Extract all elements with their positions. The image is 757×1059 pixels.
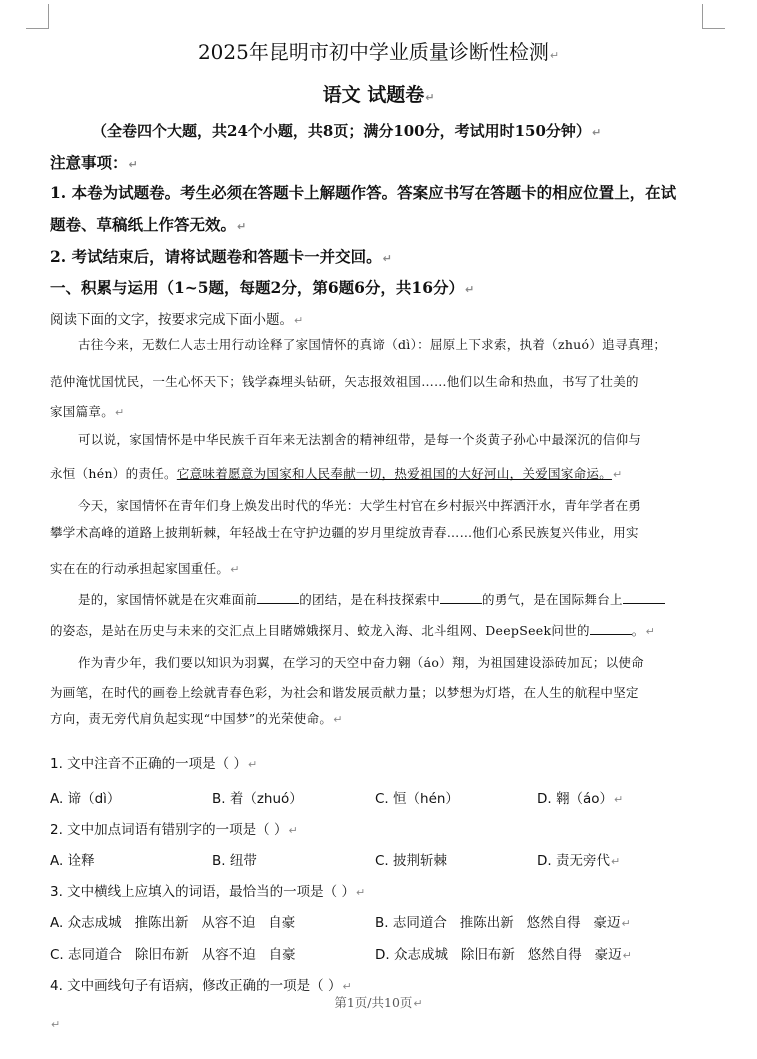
question-3-stem: 3. 文中横线上应填入的词语，最恰当的一项是（ ）↵ [50, 884, 366, 900]
passage-p3-line-3: 实在在的行动承担起家国重任。↵ [50, 561, 240, 576]
fill-blank-1 [257, 591, 299, 604]
question-3-option-a: A. 众志成城 推陈出新 从容不迫 自豪 [50, 915, 296, 931]
question-1-stem: 1. 文中注音不正确的一项是（ ）↵ [50, 756, 258, 772]
notice-item-1-line-1: 1. 本卷为试题卷。考生必须在答题卡上解题作答。答案应书写在答题卡的相应位置上，在试 [50, 183, 677, 202]
passage-p1-line-3: 家国篇章。↵ [50, 404, 125, 419]
question-2-option-d: D. 责无旁代↵ [537, 853, 621, 869]
exam-info: （全卷四个大题，共24个小题，共8页；满分100分，考试用时150分钟）↵ [92, 122, 602, 140]
question-2-stem: 2. 文中加点词语有错别字的一项是（ ）↵ [50, 822, 298, 838]
passage-p5-line-2: 为画笔，在时代的画卷上绘就青春色彩，为社会和谐发展贡献力量；以梦想为灯塔，在人生的航程中坚定 [50, 685, 639, 700]
notice-item-1-line-2: 题卷、草稿纸上作答无效。↵ [50, 215, 247, 234]
question-2-option-c: C. 披荆斩棘 [375, 853, 448, 869]
question-1-option-a: A. 谛（dì） [50, 791, 121, 807]
passage-p3-line-2: 攀学术高峰的道路上披荆斩棘，年轻战士在守护边疆的岁月里绽放青春……他们心系民族复兴伟业，用实 [50, 525, 639, 540]
question-2-option-b: B. 纽带 [212, 853, 257, 869]
fill-blank-2 [440, 591, 482, 604]
crop-mark-top-right [702, 4, 725, 29]
question-1-option-d: D. 翱（áo）↵ [537, 791, 624, 807]
question-1-option-b: B. 着（zhuó） [212, 791, 303, 807]
fill-blank-4 [590, 622, 632, 635]
passage-p2-line-1: 可以说，家国情怀是中华民族千百年来无法割舍的精神纽带，是每一个炎黄子孙心中最深沉的信仰与 [78, 432, 642, 447]
exam-subtitle: 语文 试题卷↵ [322, 84, 435, 106]
passage-p5-line-3: 方向，责无旁代肩负起实现“中国梦”的光荣使命。↵ [50, 711, 343, 726]
fill-blank-3 [623, 591, 665, 604]
question-4-stem: 4. 文中画线句子有语病，修改正确的一项是（ ）↵ [50, 978, 352, 994]
passage-p2-line-2: 永恒（hén）的责任。它意味着愿意为国家和人民奉献一切，热爱祖国的大好河山，关爱国家命运。↵ [50, 466, 623, 481]
passage-p4-line-2: 的姿态，是站在历史与未来的交汇点上目睹嫦娥探月、蛟龙入海、北斗组网、DeepSeek问世的 。↵ [50, 623, 656, 638]
passage-p4-line-1: 是的，家国情怀就是在灾难面前 的团结，是在科技探索中 的勇气，是在国际舞台上 [78, 590, 738, 608]
page-footer: 第1页/共10页↵ [334, 995, 423, 1010]
notice-heading: 注意事项：↵ [50, 153, 138, 172]
notice-item-2: 2. 考试结束后，请将试题卷和答题卡一并交回。↵ [50, 247, 392, 266]
question-2-option-a: A. 诠释 [50, 853, 95, 869]
passage-p1-line-2: 范仲淹忧国忧民，一生心怀天下；钱学森埋头钻研，矢志报效祖国……他们以生命和热血，书写了壮美的 [50, 374, 639, 389]
question-3-option-d: D. 众志成城 除旧布新 悠然自得 豪迈↵ [375, 947, 632, 963]
question-3-option-b: B. 志同道合 推陈出新 悠然自得 豪迈↵ [375, 915, 631, 931]
exam-title: 2025年昆明市初中学业质量诊断性检测↵ [197, 40, 560, 64]
passage-p5-line-1: 作为青少年，我们要以知识为羽翼，在学习的天空中奋力翱（áo）翔，为祖国建设添砖加瓦；以使命 [78, 655, 644, 670]
question-1-option-c: C. 恒（hén） [375, 791, 459, 807]
question-3-option-c: C. 志同道合 除旧布新 从容不迫 自豪 [50, 947, 296, 963]
passage-p3-line-1: 今天，家国情怀在青年们身上焕发出时代的华光：大学生村官在乡村振兴中挥洒汗水，青年学者在勇 [78, 498, 642, 513]
paragraph-mark-icon: ↵ [51, 1018, 61, 1031]
passage-p1-line-1: 古往今来，无数仁人志士用行动诠释了家国情怀的真谛（dì）：屈原上下求索，执着（zhuó）追寻真理； [78, 337, 667, 352]
underlined-sentence: 它意味着愿意为国家和人民奉献一切，热爱祖国的大好河山，关爱国家命运。 [176, 466, 613, 481]
section-1-instruction: 阅读下面的文字，按要求完成下面小题。↵ [50, 312, 304, 328]
crop-mark-top-left [26, 4, 49, 29]
section-1-heading: 一、积累与运用（1~5题，每题2分，第6题6分，共16分）↵ [50, 278, 475, 297]
